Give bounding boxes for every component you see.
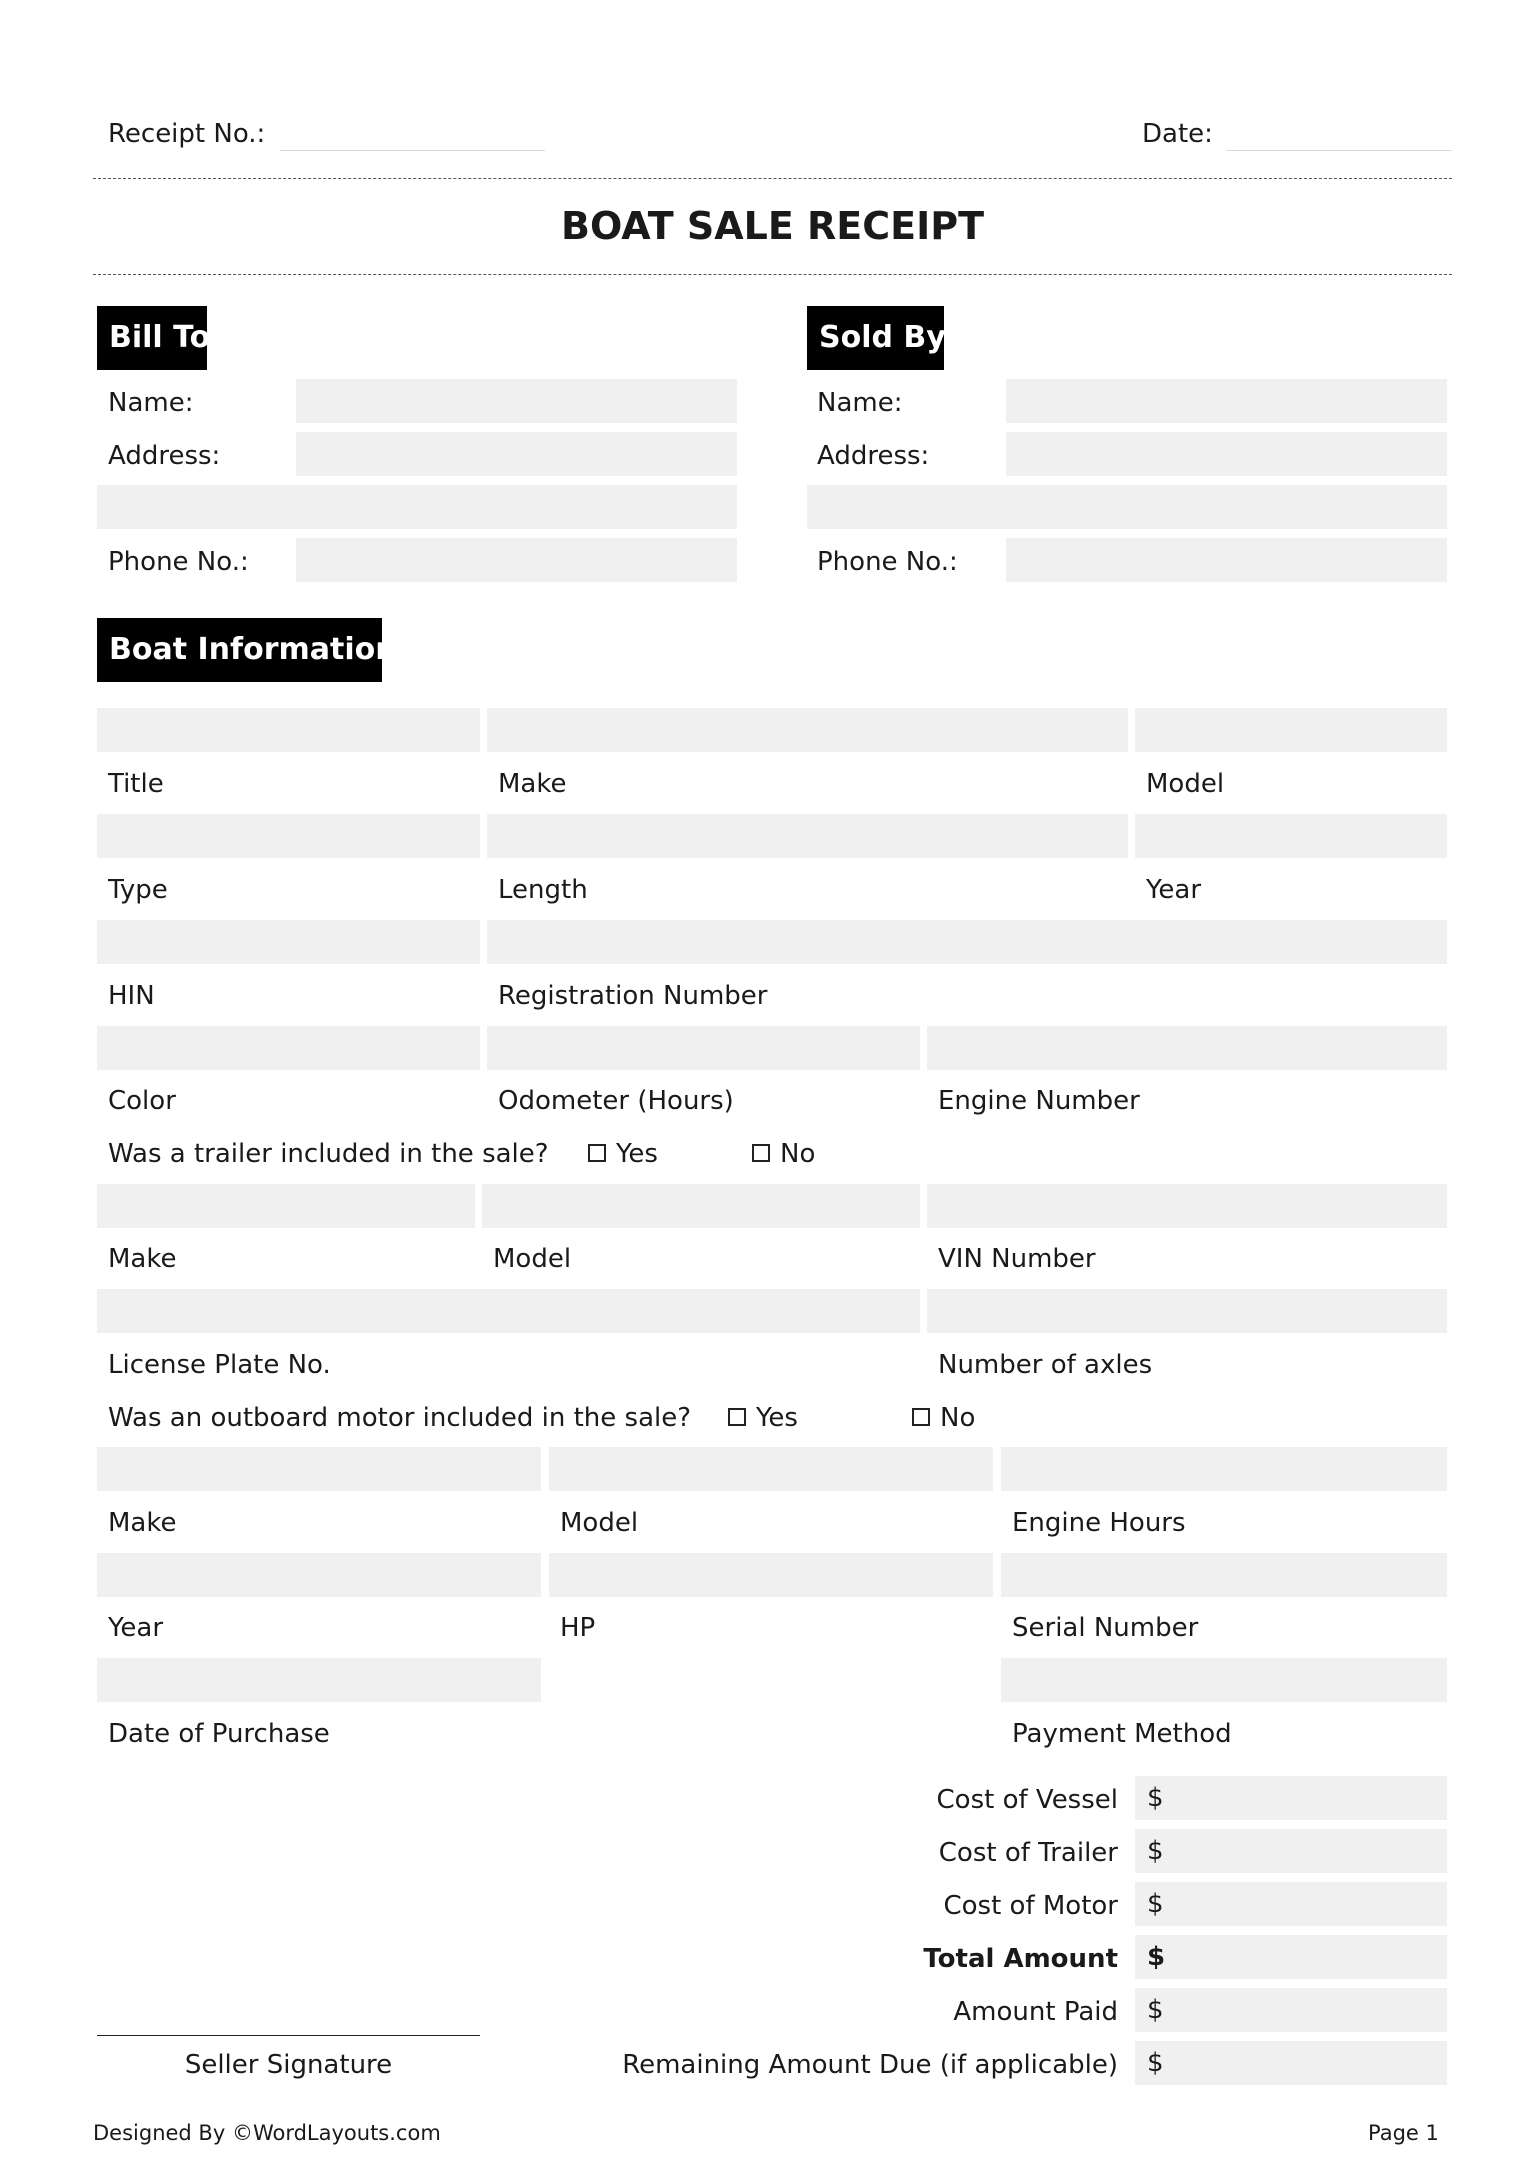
motor-yes-checkbox[interactable] — [728, 1408, 746, 1426]
boat-odometer-field[interactable] — [487, 1026, 920, 1070]
page-title: BOAT SALE RECEIPT — [560, 204, 984, 248]
trailer-make-field[interactable] — [97, 1184, 475, 1228]
title-divider — [93, 274, 1452, 275]
trailer-axles-label: Number of axles — [938, 1350, 1153, 1380]
motor-model-label: Model — [560, 1508, 639, 1538]
trailer-yes-label: Yes — [616, 1139, 658, 1169]
motor-engine-hours-field[interactable] — [1001, 1447, 1447, 1491]
sold-by-name-field[interactable] — [1006, 379, 1447, 423]
boat-title-field[interactable] — [97, 708, 480, 752]
remaining-amount-field[interactable] — [1135, 2041, 1447, 2085]
sold-by-phone-label: Phone No.: — [817, 547, 958, 577]
motor-serial-label: Serial Number — [1012, 1613, 1199, 1643]
boat-model-label: Model — [1146, 769, 1225, 799]
trailer-model-field[interactable] — [482, 1184, 920, 1228]
payment-method-label: Payment Method — [1012, 1719, 1232, 1749]
dollar-sign: $ — [1147, 1783, 1164, 1813]
motor-year-label: Year — [108, 1613, 164, 1643]
total-amount-label: Total Amount — [923, 1944, 1118, 1974]
motor-year-field[interactable] — [97, 1553, 541, 1597]
trailer-yes-option[interactable] — [588, 1138, 658, 1170]
bill-to-phone-field[interactable] — [296, 538, 737, 582]
amount-paid-field[interactable] — [1135, 1988, 1447, 2032]
boat-registration-field[interactable] — [487, 920, 1447, 964]
dollar-sign: $ — [1147, 1836, 1164, 1866]
boat-hin-field[interactable] — [97, 920, 480, 964]
motor-hp-label: HP — [560, 1613, 596, 1643]
boat-registration-label: Registration Number — [498, 981, 768, 1011]
remaining-amount-label: Remaining Amount Due (if applicable) — [622, 2050, 1118, 2080]
designed-by-credit: Designed By ©WordLayouts.com — [93, 2121, 441, 2145]
bill-to-address-label: Address: — [108, 441, 221, 471]
sold-by-heading: Sold By — [807, 306, 944, 370]
date-of-purchase-label: Date of Purchase — [108, 1719, 330, 1749]
trailer-make-label: Make — [108, 1244, 177, 1274]
motor-model-field[interactable] — [549, 1447, 993, 1491]
trailer-no-checkbox[interactable] — [752, 1144, 770, 1162]
receipt-no-input[interactable] — [280, 150, 545, 151]
boat-title-label: Title — [108, 769, 164, 799]
receipt-no-label: Receipt No.: — [108, 119, 266, 149]
boat-length-field[interactable] — [487, 814, 1128, 858]
trailer-vin-field[interactable] — [927, 1184, 1447, 1228]
cost-of-motor-label: Cost of Motor — [943, 1891, 1118, 1921]
dollar-sign: $ — [1147, 1995, 1164, 2025]
motor-serial-field[interactable] — [1001, 1553, 1447, 1597]
trailer-model-label: Model — [493, 1244, 572, 1274]
boat-model-field[interactable] — [1135, 708, 1447, 752]
sold-by-address-label: Address: — [817, 441, 930, 471]
trailer-axles-field[interactable] — [927, 1289, 1447, 1333]
bill-to-address-line2-field[interactable] — [97, 485, 737, 529]
trailer-question: Was a trailer included in the sale? — [108, 1139, 549, 1169]
boat-year-label: Year — [1146, 875, 1202, 905]
cost-of-motor-field[interactable] — [1135, 1882, 1447, 1926]
top-divider — [93, 178, 1452, 179]
seller-signature-label: Seller Signature — [184, 2050, 393, 2080]
boat-color-label: Color — [108, 1086, 176, 1116]
bill-to-name-field[interactable] — [296, 379, 737, 423]
motor-engine-hours-label: Engine Hours — [1012, 1508, 1186, 1538]
dollar-sign: $ — [1147, 1942, 1166, 1972]
seller-signature-line[interactable] — [97, 2035, 480, 2036]
bill-to-name-label: Name: — [108, 388, 194, 418]
date-input[interactable] — [1226, 150, 1452, 151]
sold-by-address-field[interactable] — [1006, 432, 1447, 476]
motor-no-option[interactable] — [912, 1402, 975, 1434]
motor-no-checkbox[interactable] — [912, 1408, 930, 1426]
boat-make-field[interactable] — [487, 708, 1128, 752]
trailer-yes-checkbox[interactable] — [588, 1144, 606, 1162]
amount-paid-label: Amount Paid — [953, 1997, 1118, 2027]
boat-hin-label: HIN — [108, 981, 155, 1011]
bill-to-heading: Bill To — [97, 306, 207, 370]
bill-to-phone-label: Phone No.: — [108, 547, 249, 577]
cost-of-trailer-label: Cost of Trailer — [938, 1838, 1118, 1868]
page-number: Page 1 — [1368, 2121, 1439, 2145]
motor-make-field[interactable] — [97, 1447, 541, 1491]
boat-type-field[interactable] — [97, 814, 480, 858]
boat-color-field[interactable] — [97, 1026, 480, 1070]
cost-of-vessel-field[interactable] — [1135, 1776, 1447, 1820]
bill-to-address-field[interactable] — [296, 432, 737, 476]
boat-make-label: Make — [498, 769, 567, 799]
payment-method-field[interactable] — [1001, 1658, 1447, 1702]
trailer-vin-label: VIN Number — [938, 1244, 1096, 1274]
boat-engine-number-label: Engine Number — [938, 1086, 1140, 1116]
boat-type-label: Type — [108, 875, 168, 905]
dollar-sign: $ — [1147, 2048, 1164, 2078]
sold-by-address-line2-field[interactable] — [807, 485, 1447, 529]
trailer-no-option[interactable] — [752, 1138, 815, 1170]
dollar-sign: $ — [1147, 1889, 1164, 1919]
boat-odometer-label: Odometer (Hours) — [498, 1086, 734, 1116]
cost-of-vessel-label: Cost of Vessel — [936, 1785, 1118, 1815]
cost-of-trailer-field[interactable] — [1135, 1829, 1447, 1873]
boat-length-label: Length — [498, 875, 588, 905]
motor-yes-option[interactable] — [728, 1402, 798, 1434]
sold-by-name-label: Name: — [817, 388, 903, 418]
motor-no-label: No — [940, 1403, 976, 1433]
total-amount-field[interactable] — [1135, 1935, 1447, 1979]
date-of-purchase-field[interactable] — [97, 1658, 541, 1702]
trailer-license-plate-field[interactable] — [97, 1289, 920, 1333]
sold-by-phone-field[interactable] — [1006, 538, 1447, 582]
date-label: Date: — [1142, 119, 1213, 149]
motor-make-label: Make — [108, 1508, 177, 1538]
boat-year-field[interactable] — [1135, 814, 1447, 858]
motor-yes-label: Yes — [756, 1403, 798, 1433]
motor-hp-field[interactable] — [549, 1553, 993, 1597]
motor-question: Was an outboard motor included in the sale? — [108, 1403, 692, 1433]
trailer-no-label: No — [780, 1139, 816, 1169]
boat-information-heading: Boat Information — [97, 618, 382, 682]
boat-engine-number-field[interactable] — [927, 1026, 1447, 1070]
trailer-license-plate-label: License Plate No. — [108, 1350, 331, 1380]
